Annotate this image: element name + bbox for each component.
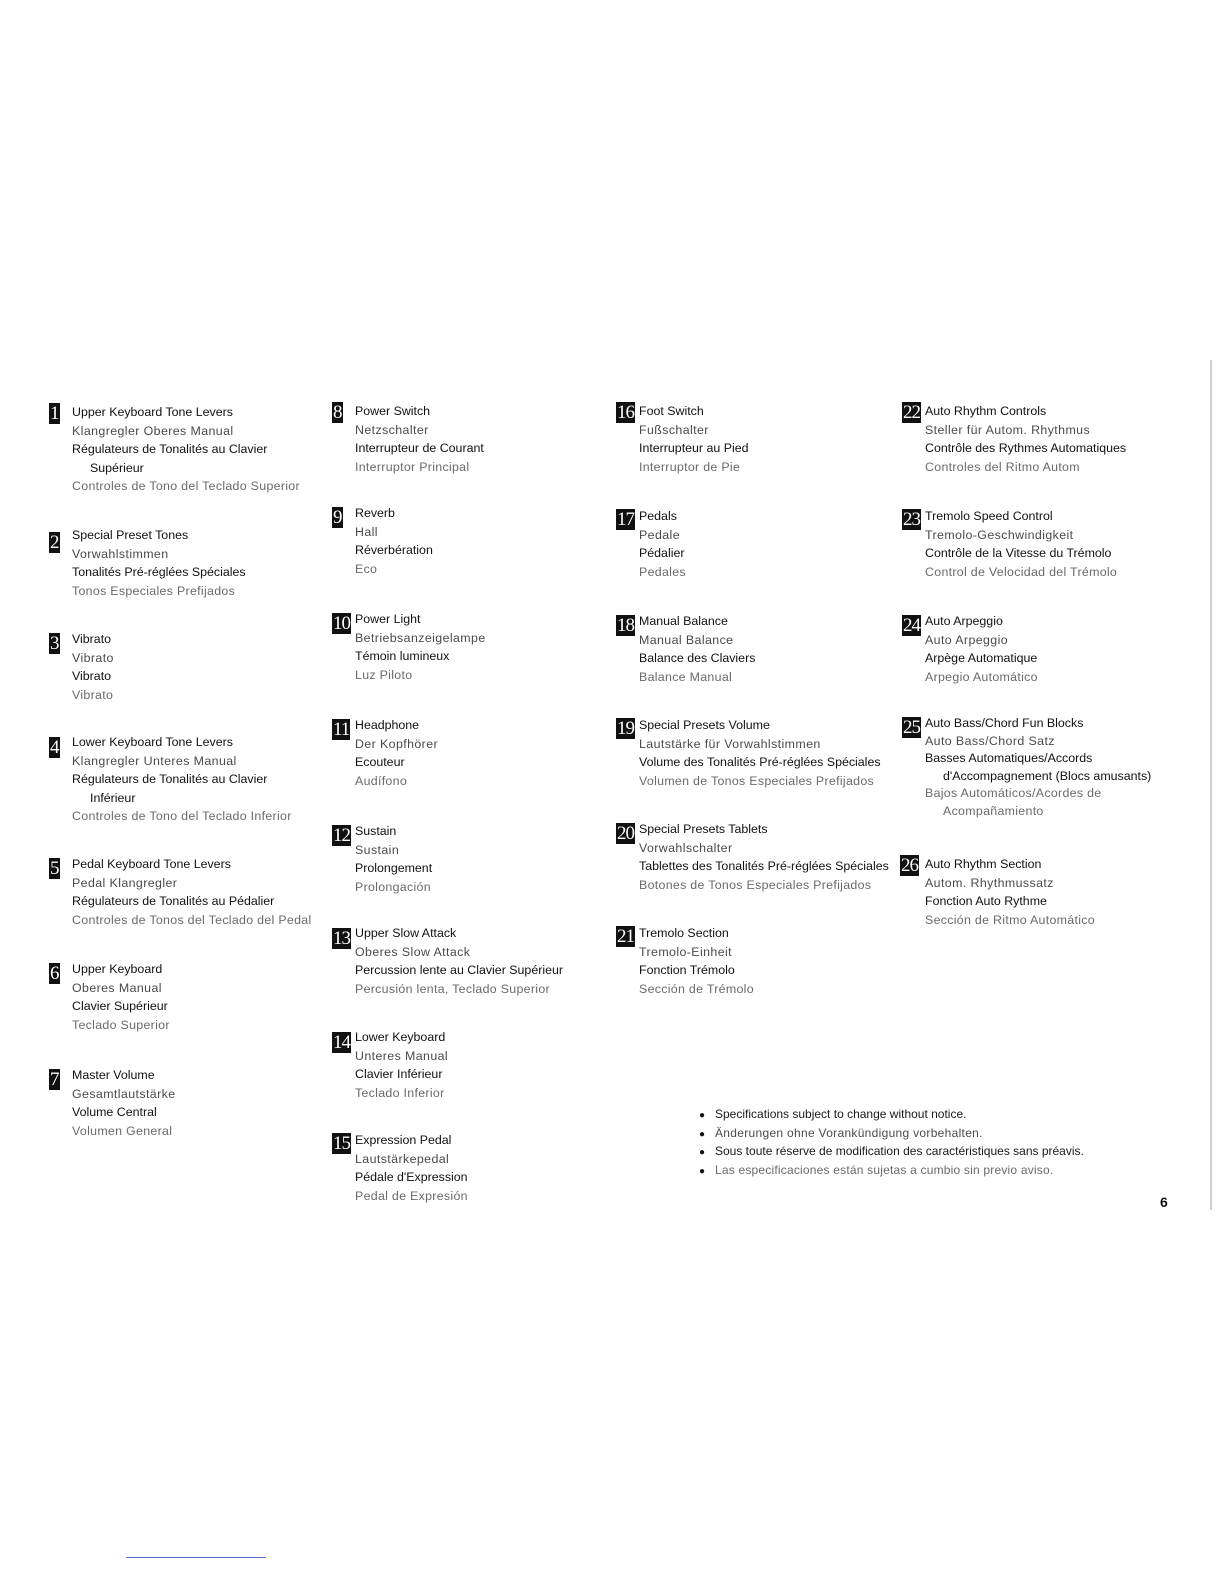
- item-german: Lautstärkepedal: [355, 1151, 450, 1166]
- bullet-icon: ●: [699, 1165, 706, 1177]
- note-french: ● Sous toute réserve de modification des caractéristiques sans préavis.: [699, 1143, 1084, 1162]
- item-english: Expression Pedal: [355, 1133, 452, 1147]
- item-german: Tremolo-Einheit: [639, 944, 732, 959]
- item-french: Contrôle des Rythmes Automatiques: [925, 441, 1127, 456]
- bullet-icon: ●: [699, 1110, 706, 1121]
- legend-item-26: [902, 855, 1095, 929]
- item-spanish: Eco: [355, 561, 378, 576]
- item-number-badge: 18: [617, 615, 634, 636]
- item-english: Manual Balance: [639, 614, 728, 628]
- legend-item-21: [616, 924, 754, 998]
- item-french: Basses Automatiques/Accords: [925, 751, 1093, 766]
- note-spanish: ● Las especificaciones están sujetas a cumbio sin previo aviso.: [699, 1162, 1084, 1181]
- item-english: Tremolo Section: [639, 926, 729, 940]
- page-number: 6: [1160, 1194, 1168, 1210]
- item-number-badge: 7: [50, 1069, 59, 1090]
- item-spanish: Control de Velocidad del Trémolo: [925, 564, 1118, 579]
- item-french-cont: Supérieur: [90, 460, 144, 475]
- legend-item-24: [902, 612, 1038, 686]
- item-english: Power Switch: [355, 404, 431, 418]
- item-spanish: Balance Manual: [639, 669, 733, 684]
- item-spanish: Sección de Trémolo: [639, 981, 754, 996]
- legend-item-3: [49, 630, 114, 704]
- item-english: Pedals: [639, 509, 677, 523]
- item-french: Percussion lente au Clavier Supérieur: [355, 963, 563, 978]
- item-german: Pedale: [639, 527, 680, 542]
- item-german: Fußschalter: [639, 422, 709, 437]
- item-spanish: Percusión lenta, Teclado Superior: [355, 981, 550, 996]
- item-english: Special Presets Tablets: [639, 822, 768, 836]
- bullet-icon: ●: [699, 1147, 706, 1159]
- item-number-badge: 4: [50, 737, 59, 758]
- item-number-badge: 2: [50, 532, 59, 553]
- item-english: Tremolo Speed Control: [925, 509, 1053, 523]
- item-german: Hall: [355, 524, 378, 539]
- item-number-badge: 12: [333, 825, 350, 846]
- item-number-badge: 16: [617, 402, 634, 423]
- item-number-badge: 8: [333, 402, 342, 423]
- item-spanish: Controles de Tonos del Teclado del Pedal: [72, 912, 312, 927]
- item-german: Steller für Autom. Rhythmus: [925, 422, 1091, 437]
- item-number-badge: 10: [333, 613, 350, 634]
- legend-item-22: [902, 402, 1126, 476]
- legend-item-12: [332, 822, 432, 896]
- item-french: Ecouteur: [355, 755, 405, 770]
- item-spanish: Prolongación: [355, 879, 431, 894]
- item-number-badge: 1: [50, 403, 59, 424]
- item-english: Vibrato: [72, 632, 112, 646]
- item-german: Vorwahlstimmen: [72, 546, 169, 561]
- legend-item-4: [49, 733, 292, 826]
- item-german: Lautstärke für Vorwahlstimmen: [639, 736, 821, 751]
- item-english: Lower Keyboard: [355, 1030, 446, 1044]
- item-spanish: Controles de Tono del Teclado Inferior: [72, 809, 292, 824]
- item-french: Fonction Auto Rythme: [925, 894, 1047, 909]
- item-french: Clavier Supérieur: [72, 999, 168, 1014]
- item-german: Pedal Klangregler: [72, 875, 178, 890]
- item-french: Pédalier: [639, 546, 685, 561]
- legend-item-9: [332, 504, 433, 578]
- item-french: Tablettes des Tonalités Pré-réglées Spéciales: [639, 859, 889, 874]
- item-english: Power Light: [355, 612, 421, 626]
- item-number-badge: 6: [50, 963, 59, 984]
- item-french: Arpège Automatique: [925, 651, 1038, 666]
- item-number-badge: 3: [50, 633, 59, 654]
- item-english: Reverb: [355, 506, 395, 520]
- item-german: Netzschalter: [355, 422, 429, 437]
- item-english: Headphone: [355, 718, 420, 732]
- item-french: Tonalités Pré-réglées Spéciales: [72, 565, 246, 580]
- footer-rule: [126, 1557, 266, 1558]
- item-german: Sustain: [355, 842, 400, 857]
- item-french: Prolongement: [355, 861, 433, 876]
- note-english: ● Specifications subject to change without notice.: [699, 1106, 1084, 1125]
- item-english: Pedal Keyboard Tone Levers: [72, 857, 231, 871]
- item-german: Gesamtlautstärke: [72, 1086, 176, 1101]
- item-number-badge: 24: [903, 615, 920, 636]
- item-german: Klangregler Unteres Manual: [72, 753, 237, 768]
- note-german: ● Änderungen ohne Vorankündigung vorbehalten.: [699, 1125, 1084, 1144]
- item-spanish: Interruptor de Pie: [639, 459, 741, 474]
- item-german: Autom. Rhythmussatz: [925, 875, 1054, 890]
- legend-item-23: [902, 507, 1117, 581]
- item-german: Oberes Slow Attack: [355, 944, 471, 959]
- item-spanish: Pedal de Expresión: [355, 1188, 468, 1203]
- legend-item-16: [616, 402, 749, 476]
- item-spanish: Volumen de Tonos Especiales Prefijados: [639, 773, 875, 788]
- item-english: Auto Bass/Chord Fun Blocks: [925, 716, 1084, 730]
- legend-item-15: [332, 1131, 468, 1205]
- item-german: Klangregler Oberes Manual: [72, 423, 234, 438]
- item-french-cont: d'Accompagnement (Blocs amusants): [943, 768, 1152, 783]
- item-spanish: Pedales: [639, 564, 686, 579]
- item-spanish: Sección de Ritmo Automático: [925, 912, 1095, 927]
- item-german: Betriebsanzeigelampe: [355, 630, 486, 645]
- legend-item-17: [616, 507, 686, 581]
- item-spanish-cont: Acompañamiento: [943, 803, 1044, 818]
- item-number-badge: 26: [901, 855, 918, 876]
- page-edge-line: [1210, 360, 1212, 1210]
- item-number-badge: 15: [333, 1133, 350, 1154]
- item-number-badge: 13: [333, 928, 350, 949]
- item-english: Auto Rhythm Controls: [925, 404, 1047, 418]
- item-french: Vibrato: [72, 669, 112, 684]
- item-french: Interrupteur de Courant: [355, 441, 484, 456]
- item-spanish: Teclado Inferior: [355, 1085, 445, 1100]
- legend-item-20: [616, 820, 889, 894]
- legend-item-2: [49, 526, 246, 600]
- legend-item-8: [332, 402, 484, 476]
- item-spanish: Botones de Tonos Especiales Prefijados: [639, 877, 872, 892]
- legend-item-25: [902, 715, 1151, 821]
- item-french: Volume Central: [72, 1105, 157, 1120]
- item-spanish: Audífono: [355, 773, 408, 788]
- item-french: Témoin lumineux: [355, 649, 450, 664]
- legend-item-6: [49, 960, 170, 1034]
- legend-item-19: [616, 716, 881, 790]
- item-spanish: Tonos Especiales Prefijados: [72, 583, 236, 598]
- item-number-badge: 9: [333, 507, 342, 528]
- item-spanish: Vibrato: [72, 687, 114, 702]
- item-english: Foot Switch: [639, 404, 704, 418]
- item-english: Auto Rhythm Section: [925, 857, 1042, 871]
- item-german: Unteres Manual: [355, 1048, 449, 1063]
- item-french: Clavier Inférieur: [355, 1067, 443, 1082]
- legend-item-11: [332, 716, 438, 790]
- legend-item-18: [616, 612, 755, 686]
- item-english: Special Presets Volume: [639, 718, 770, 732]
- item-english: Lower Keyboard Tone Levers: [72, 735, 233, 749]
- legend-item-1: [49, 403, 300, 496]
- item-spanish: Controles de Tono del Teclado Superior: [72, 479, 300, 494]
- item-english: Auto Arpeggio: [925, 614, 1003, 628]
- legend-item-7: [49, 1066, 176, 1140]
- item-french: Fonction Trémolo: [639, 963, 735, 978]
- item-spanish: Arpegio Automático: [925, 669, 1038, 684]
- item-german: Auto Bass/Chord Satz: [925, 733, 1055, 748]
- item-number-badge: 17: [617, 509, 634, 530]
- item-french: Interrupteur au Pied: [639, 441, 749, 456]
- item-french: Pédale d'Expression: [355, 1170, 468, 1185]
- item-german: Vibrato: [72, 650, 114, 665]
- item-number-badge: 5: [50, 858, 59, 879]
- item-english: Special Preset Tones: [72, 528, 189, 542]
- item-german: Vorwahlschalter: [639, 840, 733, 855]
- item-number-badge: 25: [903, 717, 920, 738]
- item-french: Balance des Claviers: [639, 651, 756, 666]
- legend-item-5: [49, 855, 312, 929]
- specification-notes: [699, 1106, 1084, 1180]
- item-spanish: Luz Piloto: [355, 667, 413, 682]
- item-english: Sustain: [355, 824, 397, 838]
- item-french: Contrôle de la Vitesse du Trémolo: [925, 546, 1112, 561]
- legend-item-14: [332, 1028, 448, 1102]
- item-spanish: Teclado Superior: [72, 1017, 170, 1032]
- item-german: Der Kopfhörer: [355, 736, 439, 751]
- bullet-icon: ●: [699, 1128, 706, 1140]
- item-english: Upper Keyboard Tone Levers: [72, 405, 233, 419]
- item-french: Régulateurs de Tonalités au Clavier: [72, 442, 268, 457]
- legend-item-10: [332, 610, 486, 684]
- item-spanish: Controles del Ritmo Autom: [925, 459, 1080, 474]
- item-number-badge: 21: [617, 926, 634, 947]
- item-number-badge: 23: [903, 509, 920, 530]
- item-french: Réverbération: [355, 543, 433, 558]
- item-german: Auto Arpeggio: [925, 632, 1009, 647]
- item-number-badge: 20: [617, 823, 634, 844]
- item-english: Upper Keyboard: [72, 962, 163, 976]
- item-french: Régulateurs de Tonalités au Pédalier: [72, 894, 275, 909]
- item-spanish: Interruptor Principal: [355, 459, 470, 474]
- legend-item-13: [332, 924, 563, 998]
- item-number-badge: 11: [333, 719, 350, 740]
- item-french: Volume des Tonalités Pré-réglées Spéciales: [639, 755, 881, 770]
- item-german: Oberes Manual: [72, 980, 162, 995]
- item-french: Régulateurs de Tonalités au Clavier: [72, 772, 268, 787]
- item-spanish: Bajos Automáticos/Acordes de: [925, 786, 1102, 801]
- item-english: Upper Slow Attack: [355, 926, 457, 940]
- item-number-badge: 14: [333, 1032, 350, 1053]
- item-german: Tremolo-Geschwindigkeit: [925, 527, 1074, 542]
- item-french-cont: Inférieur: [90, 790, 136, 805]
- item-number-badge: 22: [903, 402, 920, 423]
- item-spanish: Volumen General: [72, 1123, 173, 1138]
- item-english: Master Volume: [72, 1068, 155, 1082]
- item-german: Manual Balance: [639, 632, 734, 647]
- item-number-badge: 19: [617, 718, 634, 739]
